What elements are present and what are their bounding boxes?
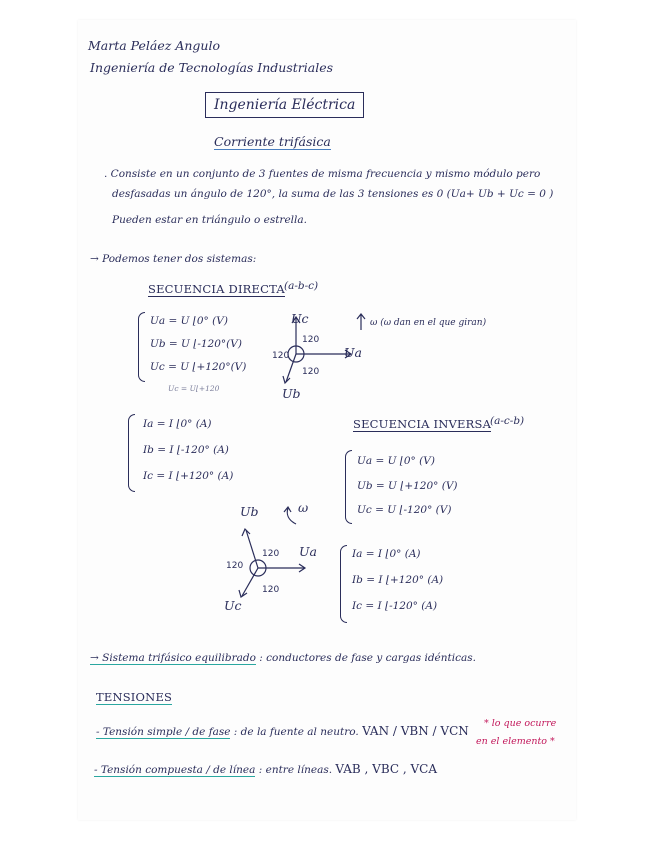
direct-rotation-label: ω (ω dan en el que giran): [370, 318, 487, 328]
intro-line-2: desfasadas un ángulo de 120°, la suma de las 3 tensiones es 0 (Ua+ Ub + Uc = 0 ): [112, 188, 554, 200]
page-title: Ingeniería Eléctrica: [205, 92, 364, 118]
red-note-line-1: * lo que ocurre: [484, 718, 557, 729]
inverse-label-ua: Ua: [299, 544, 317, 559]
inverse-voltage-b: Ub = U ⌊+120° (V): [357, 480, 458, 492]
red-note-line-2: en el elemento *: [476, 736, 555, 747]
inverse-current-b: Ib = I ⌊+120° (A): [352, 574, 444, 586]
direct-currents-brace: [128, 414, 135, 492]
inverse-label-ub: Ub: [240, 504, 259, 519]
svg-text:120: 120: [262, 585, 280, 595]
systems-intro: → Podemos tener dos sistemas:: [90, 253, 257, 265]
direct-label-ub: Ub: [282, 386, 301, 401]
svg-text:120: 120: [302, 367, 320, 377]
simple-voltage-line: - Tensión simple / de fase : de la fuente al neutro. VAN / VBN / VCN: [96, 724, 469, 738]
inverse-voltage-a: Ua = U ⌊0° (V): [357, 455, 435, 467]
direct-label-ua: Ua: [344, 345, 362, 360]
intro-line-1: . Consiste en un conjunto de 3 fuentes de misma frecuencia y mismo módulo pero: [104, 168, 541, 180]
direct-current-a: Ia = I ⌊0° (A): [143, 418, 212, 430]
svg-text:120: 120: [272, 351, 290, 361]
svg-text:120: 120: [262, 549, 280, 559]
direct-label-uc: Uc: [291, 311, 309, 326]
direct-voltages-brace: [138, 312, 145, 382]
direct-current-b: Ib = I ⌊-120° (A): [143, 444, 229, 456]
svg-text:120: 120: [226, 561, 244, 571]
inverse-sequence-order: (a-c-b): [490, 415, 525, 427]
inverse-current-a: Ia = I ⌊0° (A): [352, 548, 421, 560]
inverse-sequence-heading: SECUENCIA INVERSA: [353, 417, 492, 431]
direct-voltage-a: Ua = U ⌊0° (V): [150, 315, 228, 327]
inverse-currents-brace: [340, 545, 347, 623]
intro-line-3: Pueden estar en triángulo o estrella.: [112, 214, 307, 226]
author-name: Marta Peláez Angulo: [88, 38, 220, 53]
page-subtitle: Corriente trifásica: [214, 134, 331, 149]
inverse-label-uc: Uc: [224, 598, 242, 613]
inverse-voltages-brace: [345, 450, 352, 524]
inverse-current-c: Ic = I ⌊-120° (A): [352, 600, 438, 612]
inverse-voltage-c: Uc = U ⌊-120° (V): [357, 504, 452, 516]
direct-voltage-c: Uc = U ⌊+120°(V): [150, 361, 247, 373]
degree-name: Ingeniería de Tecnologías Industriales: [90, 60, 334, 75]
direct-sequence-heading: SECUENCIA DIRECTA: [148, 282, 285, 296]
direct-voltage-b: Ub = U ⌊-120°(V): [150, 338, 242, 350]
compound-voltage-line: - Tensión compuesta / de línea : entre líneas. VAB , VBC , VCA: [94, 762, 438, 776]
balanced-system-line: → Sistema trifásico equilibrado : conductores de fase y cargas idénticas.: [90, 652, 476, 664]
direct-sequence-order: (a-b-c): [284, 280, 319, 292]
inverse-omega-label: ω: [298, 500, 309, 515]
inverse-arrow-uc: [242, 568, 258, 596]
tensiones-heading: TENSIONES: [96, 690, 173, 704]
direct-current-c: Ic = I ⌊+120° (A): [143, 470, 234, 482]
direct-note: Uc = U⌊+120: [168, 384, 220, 393]
svg-text:120: 120: [302, 335, 320, 345]
direct-rotation-arrow: [354, 312, 368, 332]
